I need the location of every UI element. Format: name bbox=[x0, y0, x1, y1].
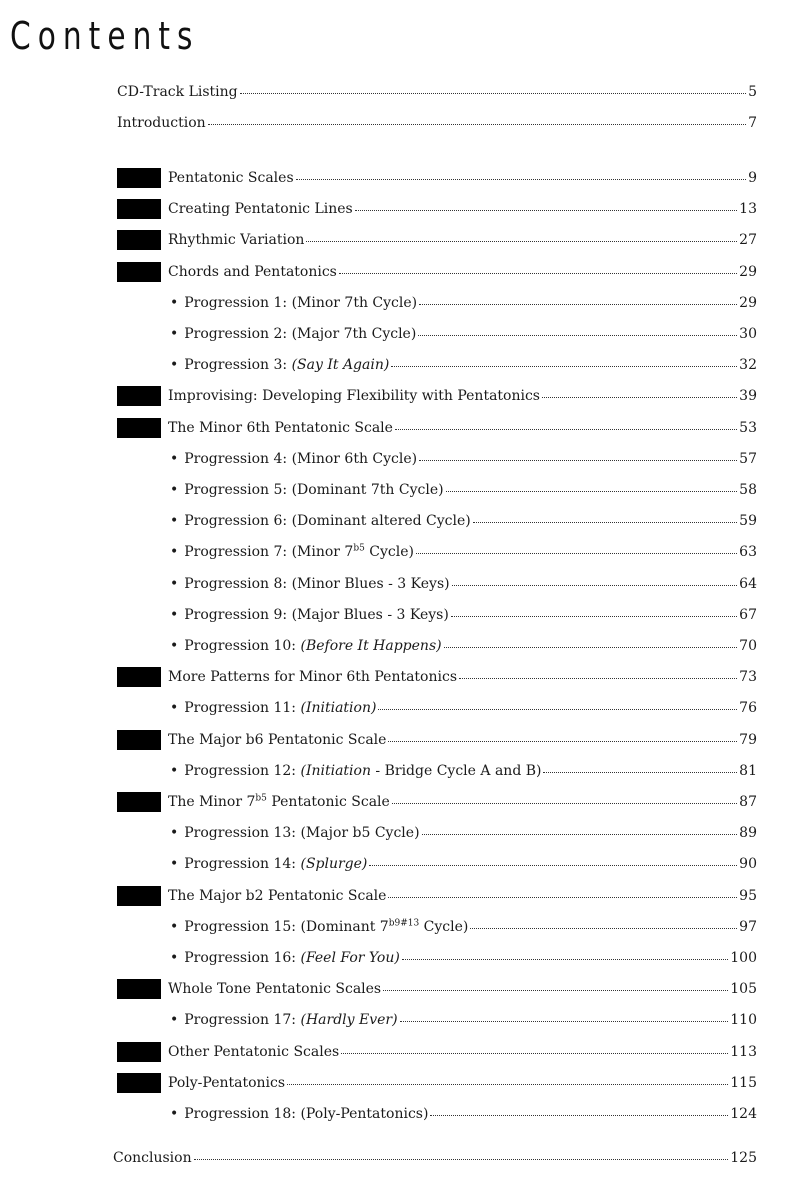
toc-entry-page: 79 bbox=[739, 731, 757, 748]
toc-entry-label: • Progression 5: (Dominant 7th Cycle) bbox=[170, 482, 444, 498]
toc-entry-page: 29 bbox=[739, 263, 757, 280]
toc-entry[interactable] bbox=[117, 80, 757, 104]
bullet-icon: • bbox=[170, 1106, 179, 1122]
toc-entry-page: 73 bbox=[739, 669, 757, 686]
toc-entry-label: The Minor 6th Pentatonic Scale bbox=[168, 419, 393, 436]
chapter-number-redacted bbox=[117, 792, 161, 812]
leader-dots bbox=[419, 459, 737, 461]
bullet-icon: • bbox=[170, 700, 179, 717]
toc-entry[interactable] bbox=[168, 665, 757, 689]
leader-dots bbox=[369, 864, 737, 866]
bullet-icon: • bbox=[170, 950, 179, 966]
leader-dots bbox=[418, 334, 737, 336]
toc-entry-label: • Progression 18: (Poly-Pentatonics) bbox=[170, 1106, 429, 1122]
toc-entry-page: 76 bbox=[739, 700, 757, 717]
leader-dots bbox=[400, 1020, 729, 1022]
leader-dots bbox=[388, 896, 737, 898]
toc-entry-label: • Progression 3: (Say It Again) bbox=[170, 357, 390, 374]
leader-dots bbox=[392, 802, 737, 804]
toc-entry-page: 87 bbox=[739, 794, 757, 810]
leader-dots bbox=[339, 272, 737, 274]
leader-dots bbox=[543, 771, 737, 773]
toc-entry-page: 9 bbox=[748, 170, 757, 186]
toc-entry[interactable] bbox=[168, 1071, 757, 1095]
toc-subentry[interactable] bbox=[170, 291, 757, 315]
toc-entry-page: 13 bbox=[739, 201, 757, 218]
leader-dots bbox=[419, 303, 737, 305]
leader-dots bbox=[446, 490, 738, 492]
leader-dots bbox=[444, 646, 738, 648]
toc-entry-page: 57 bbox=[739, 450, 757, 467]
toc-entry-page: 67 bbox=[739, 606, 757, 623]
toc-entry-label: • Progression 9: (Major Blues - 3 Keys) bbox=[170, 606, 449, 623]
toc-entry-page: 59 bbox=[739, 513, 757, 530]
bullet-icon: • bbox=[170, 918, 179, 935]
toc-subentry[interactable] bbox=[170, 1102, 757, 1126]
toc-entry-page: 30 bbox=[739, 326, 757, 342]
toc-entry-label: • Progression 16: (Feel For You) bbox=[170, 950, 400, 966]
toc-entry-label: • Progression 14: (Splurge) bbox=[170, 856, 368, 873]
toc-entry-label: More Patterns for Minor 6th Pentatonics bbox=[168, 669, 458, 686]
chapter-number-redacted bbox=[117, 730, 161, 750]
bullet-icon: • bbox=[170, 638, 179, 654]
toc-entry-label: • Progression 1: (Minor 7th Cycle) bbox=[170, 294, 418, 311]
toc-entry-label: • Progression 10: (Before It Happens) bbox=[170, 638, 442, 654]
toc-entry-label: • Progression 13: (Major b5 Cycle) bbox=[170, 825, 420, 842]
leader-dots bbox=[459, 677, 737, 679]
toc-entry[interactable] bbox=[168, 1040, 757, 1064]
bullet-icon: • bbox=[170, 450, 179, 467]
bullet-icon: • bbox=[170, 825, 179, 842]
bullet-icon: • bbox=[170, 856, 179, 873]
toc-entry-page: 124 bbox=[730, 1106, 757, 1122]
leader-dots bbox=[378, 708, 737, 710]
toc-entry-page: 63 bbox=[739, 544, 757, 561]
toc-entry-page: 32 bbox=[739, 357, 757, 374]
toc-entry-label: Poly-Pentatonics bbox=[168, 1074, 286, 1091]
toc-entry[interactable] bbox=[113, 1146, 757, 1170]
toc-entry-label: • Progression 17: (Hardly Ever) bbox=[170, 1012, 398, 1029]
toc-entry-label: The Major b2 Pentatonic Scale bbox=[168, 887, 387, 904]
leader-dots bbox=[383, 989, 728, 991]
chapter-number-redacted bbox=[117, 667, 161, 687]
leader-dots bbox=[542, 396, 737, 398]
chapter-number-redacted bbox=[117, 262, 161, 282]
toc-subentry[interactable] bbox=[170, 1008, 757, 1032]
toc-subentry[interactable] bbox=[170, 634, 757, 658]
toc-subentry[interactable] bbox=[170, 540, 757, 564]
leader-dots bbox=[306, 240, 737, 242]
leader-dots bbox=[402, 958, 728, 960]
toc-entry-label: Improvising: Developing Flexibility with Pentatonics bbox=[168, 388, 540, 405]
bullet-icon: • bbox=[170, 575, 179, 592]
toc-entry-page: 64 bbox=[739, 575, 757, 592]
chapter-number-redacted bbox=[117, 199, 161, 219]
chapter-number-redacted bbox=[117, 1073, 161, 1093]
toc-subentry[interactable] bbox=[170, 915, 757, 939]
toc-entry[interactable] bbox=[168, 728, 757, 752]
bullet-icon: • bbox=[170, 606, 179, 623]
toc-entry-label: The Major b6 Pentatonic Scale bbox=[168, 731, 387, 748]
toc-entry-page: 81 bbox=[739, 762, 757, 779]
chapter-number-redacted bbox=[117, 979, 161, 999]
toc-entry[interactable] bbox=[168, 166, 757, 190]
toc-entry[interactable] bbox=[168, 884, 757, 908]
leader-dots bbox=[391, 365, 737, 367]
chapter-number-redacted bbox=[117, 418, 161, 438]
toc-subentry[interactable] bbox=[170, 322, 757, 346]
toc-subentry[interactable] bbox=[170, 478, 757, 502]
bullet-icon: • bbox=[170, 326, 179, 342]
bullet-icon: • bbox=[170, 357, 179, 374]
chapter-number-redacted bbox=[117, 168, 161, 188]
toc-subentry[interactable] bbox=[170, 821, 757, 845]
leader-dots bbox=[422, 833, 738, 835]
toc-entry-label: Conclusion bbox=[113, 1150, 192, 1166]
toc-entry[interactable] bbox=[117, 111, 757, 135]
toc-entry-page: 110 bbox=[730, 1012, 757, 1029]
leader-dots bbox=[194, 1158, 729, 1160]
toc-entry-label: CD-Track Listing bbox=[117, 84, 238, 100]
toc-entry-page: 115 bbox=[730, 1074, 757, 1091]
leader-dots bbox=[473, 521, 737, 523]
toc-subentry[interactable] bbox=[170, 696, 757, 720]
bullet-icon: • bbox=[170, 513, 179, 530]
toc-entry[interactable] bbox=[168, 790, 757, 814]
toc-entry-page: 58 bbox=[739, 482, 757, 498]
leader-dots bbox=[388, 740, 737, 742]
leader-dots bbox=[208, 123, 746, 125]
leader-dots bbox=[240, 92, 746, 94]
toc-entry-page: 95 bbox=[739, 887, 757, 904]
chapter-number-redacted bbox=[117, 1042, 161, 1062]
bullet-icon: • bbox=[170, 1012, 179, 1029]
toc-entry-label: • Progression 11: (Initiation) bbox=[170, 700, 377, 717]
leader-dots bbox=[470, 927, 737, 929]
toc-entry[interactable] bbox=[168, 384, 757, 408]
bullet-icon: • bbox=[170, 762, 179, 779]
leader-dots bbox=[416, 552, 737, 554]
toc-entry-page: 105 bbox=[730, 981, 757, 998]
toc-entry[interactable] bbox=[168, 260, 757, 284]
leader-dots bbox=[287, 1083, 728, 1085]
toc-entry-page: 113 bbox=[730, 1043, 757, 1060]
toc-entry[interactable] bbox=[168, 416, 757, 440]
toc-entry-page: 100 bbox=[730, 950, 757, 966]
toc-entry-page: 27 bbox=[739, 232, 757, 249]
toc-entry-page: 70 bbox=[739, 638, 757, 654]
toc-entry-label: • Progression 12: (Initiation - Bridge Cycle A and B) bbox=[170, 762, 542, 779]
toc-entry-label: Other Pentatonic Scales bbox=[168, 1043, 340, 1060]
leader-dots bbox=[395, 428, 737, 430]
bullet-icon: • bbox=[170, 294, 179, 311]
toc-entry-label: Pentatonic Scales bbox=[168, 170, 294, 186]
toc-subentry[interactable] bbox=[170, 447, 757, 471]
chapter-number-redacted bbox=[117, 886, 161, 906]
toc-entry-label: The Minor $7^{b5}$ Pentatonic Scale bbox=[168, 793, 390, 810]
toc-entry-page: 90 bbox=[739, 856, 757, 873]
chapter-number-redacted bbox=[117, 386, 161, 406]
toc-subentry[interactable] bbox=[170, 572, 757, 596]
toc-entry[interactable] bbox=[168, 197, 757, 221]
toc-entry-label: • Progression 8: (Minor Blues - 3 Keys) bbox=[170, 575, 450, 592]
page-title: Contents bbox=[10, 14, 200, 58]
toc-entry-label: • Progression 4: (Minor 6th Cycle) bbox=[170, 450, 418, 467]
leader-dots bbox=[451, 615, 737, 617]
toc-subentry[interactable] bbox=[170, 353, 757, 377]
toc-subentry[interactable] bbox=[170, 603, 757, 627]
toc-entry-page: 89 bbox=[739, 825, 757, 842]
leader-dots bbox=[452, 584, 738, 586]
toc-entry[interactable] bbox=[168, 228, 757, 252]
leader-dots bbox=[430, 1114, 728, 1116]
toc-entry-label: • Progression 15: (Dominant $7^{b9\#13}$ Cycle) bbox=[170, 918, 469, 935]
toc-subentry[interactable] bbox=[170, 509, 757, 533]
toc-entry-page: 39 bbox=[739, 388, 757, 405]
bullet-icon: • bbox=[170, 482, 179, 498]
toc-entry-page: 29 bbox=[739, 294, 757, 311]
toc-entry-page: 125 bbox=[730, 1150, 757, 1166]
leader-dots bbox=[296, 178, 746, 180]
toc-entry-label: Rhythmic Variation bbox=[168, 232, 305, 249]
toc-entry-label: • Progression 6: (Dominant altered Cycle) bbox=[170, 513, 471, 530]
toc-entry-page: 7 bbox=[748, 115, 757, 131]
leader-dots bbox=[355, 209, 737, 211]
toc-subentry[interactable] bbox=[170, 946, 757, 970]
toc-subentry[interactable] bbox=[170, 852, 757, 876]
toc-subentry[interactable] bbox=[170, 759, 757, 783]
toc-entry[interactable] bbox=[168, 977, 757, 1001]
toc-entry-label: • Progression 7: (Minor $7^{b5}$ Cycle) bbox=[170, 543, 414, 561]
toc-entry-label: Chords and Pentatonics bbox=[168, 263, 337, 280]
toc-entry-page: 53 bbox=[739, 419, 757, 436]
toc-entry-label: • Progression 2: (Major 7th Cycle) bbox=[170, 326, 417, 342]
toc-entry-page: 97 bbox=[739, 918, 757, 935]
bullet-icon: • bbox=[170, 544, 179, 561]
chapter-number-redacted bbox=[117, 230, 161, 250]
toc-entry-label: Introduction bbox=[117, 115, 206, 131]
leader-dots bbox=[341, 1052, 728, 1054]
toc-entry-page: 5 bbox=[748, 84, 757, 100]
toc-entry-label: Whole Tone Pentatonic Scales bbox=[168, 981, 382, 998]
toc-entry-label: Creating Pentatonic Lines bbox=[168, 201, 353, 218]
